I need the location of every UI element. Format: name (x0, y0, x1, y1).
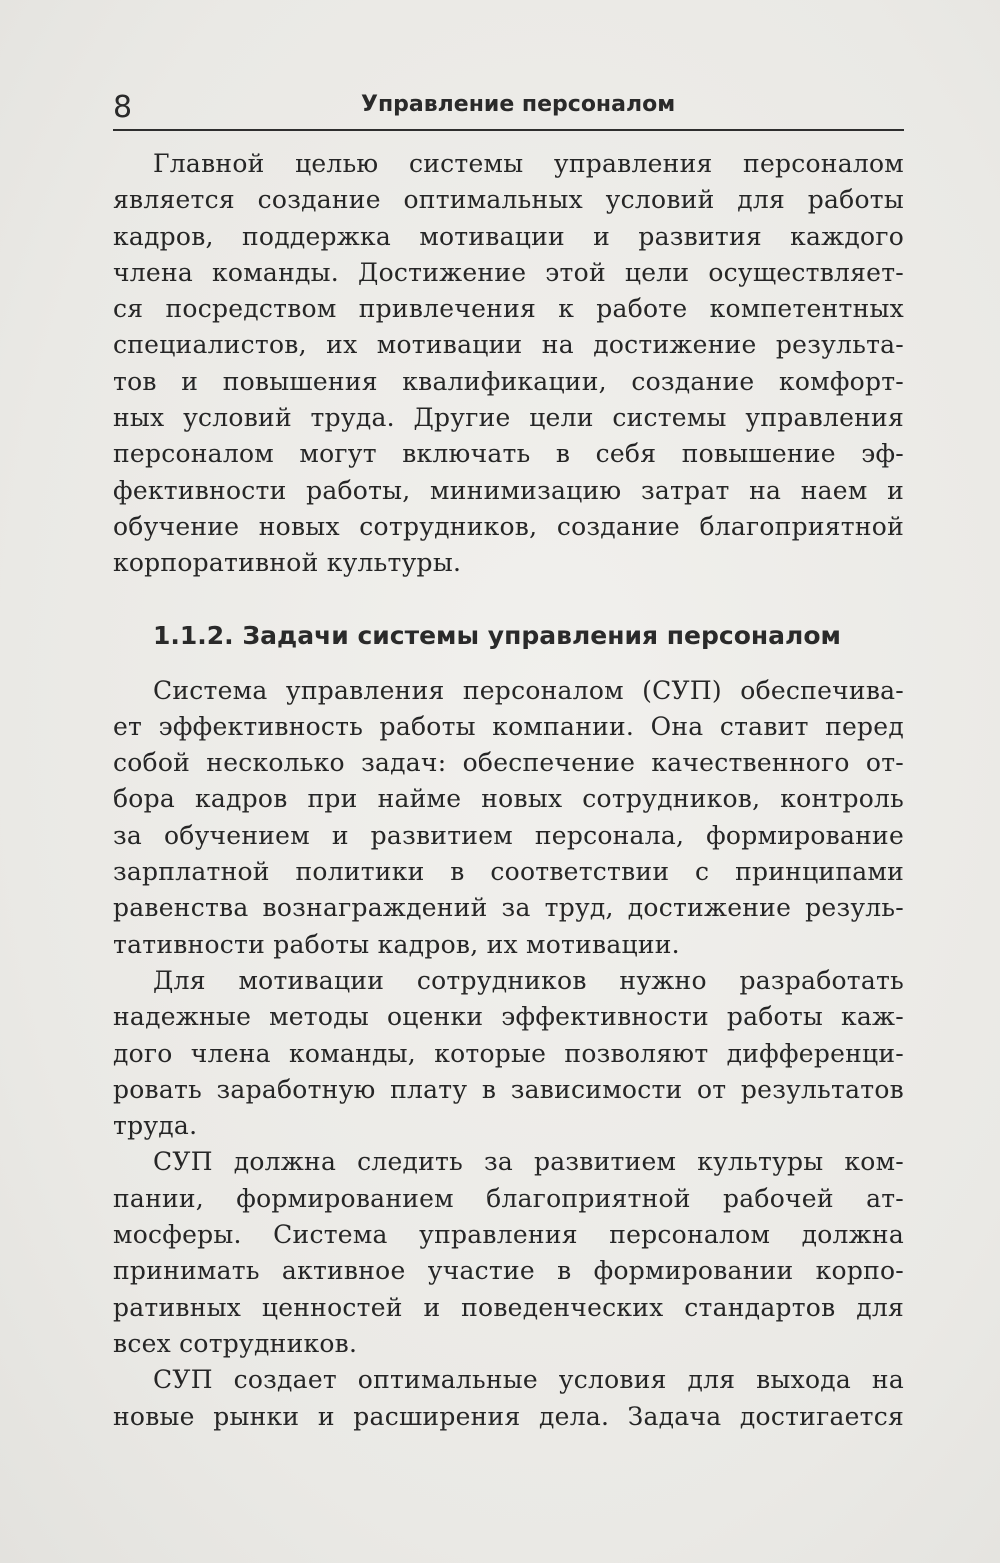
text-line: собой несколько задач: обеспечение качественного от- (113, 748, 904, 778)
text-line: равенства вознаграждений за труд, достижение резуль- (113, 893, 904, 923)
text-line: пании, формированием благоприятной рабочей ат- (113, 1183, 904, 1213)
text-line: члена команды. Достижение этой цели осуществляет- (113, 257, 904, 287)
text-line: труда. (113, 1111, 198, 1141)
text-line: дого члена команды, которые позволяют дифференци- (113, 1038, 904, 1068)
text-line: СУП должна следить за развитием культуры ком- (153, 1147, 904, 1177)
page-content (113, 146, 904, 1435)
text-line: тативности работы кадров, их мотивации. (113, 929, 680, 959)
paragraph-culture (113, 1144, 904, 1362)
text-line: обучение новых сотрудников, создание благоприятной (113, 511, 904, 541)
text-line: кадров, поддержка мотивации и развития каждого (113, 221, 904, 251)
text-line: новые рынки и расширения дела. Задача достигается (113, 1401, 904, 1431)
text-line: ет эффективность работы компании. Она ставит перед (113, 711, 904, 741)
text-line: ративных ценностей и поведенческих стандартов для (113, 1292, 904, 1322)
paragraph-markets (113, 1362, 904, 1435)
text-line: принимать активное участие в формировании корпо- (113, 1256, 904, 1286)
header-rule (113, 129, 904, 131)
text-line: за обучением и развитием персонала, формирование (113, 820, 904, 850)
text-line: Главной целью системы управления персоналом (153, 149, 904, 178)
text-line: фективности работы, минимизацию затрат на наем и (113, 475, 904, 505)
text-line: ся посредством привлечения к работе компетентных (113, 294, 904, 324)
text-line: надежные методы оценки эффективности работы каж- (113, 1002, 904, 1032)
page-header (113, 86, 904, 126)
text-line: бора кадров при найме новых сотрудников, контроль (113, 784, 904, 814)
section-heading: 1.1.2. Задачи системы управления персоналом (153, 620, 841, 650)
text-line: тов и повышения квалификации, создание комфорт- (113, 366, 904, 396)
text-line: специалистов, их мотивации на достижение результа- (113, 330, 904, 360)
text-line: Система управления персоналом (СУП) обеспечива- (153, 675, 904, 705)
text-line: корпоративной культуры. (113, 548, 462, 578)
page-number: 8 (113, 90, 133, 125)
text-line: мосферы. Система управления персоналом должна (113, 1220, 904, 1250)
text-line: СУП создает оптимальные условия для выхода на (153, 1365, 904, 1395)
paragraph-goals (113, 146, 904, 582)
text-line: является создание оптимальных условий для работы (113, 185, 904, 215)
text-line: зарплатной политики в соответствии с принципами (113, 857, 904, 887)
text-line: персоналом могут включать в себя повышение эф- (113, 439, 904, 469)
paragraph-motivation (113, 963, 904, 1144)
text-line: всех сотрудников. (113, 1328, 358, 1358)
text-line: ных условий труда. Другие цели системы управления (113, 403, 904, 433)
text-line: Для мотивации сотрудников нужно разработать (153, 965, 904, 995)
text-line: ровать заработную плату в зависимости от результатов (113, 1074, 904, 1104)
running-title: Управление персоналом (361, 92, 676, 117)
paragraph-tasks (113, 673, 904, 963)
